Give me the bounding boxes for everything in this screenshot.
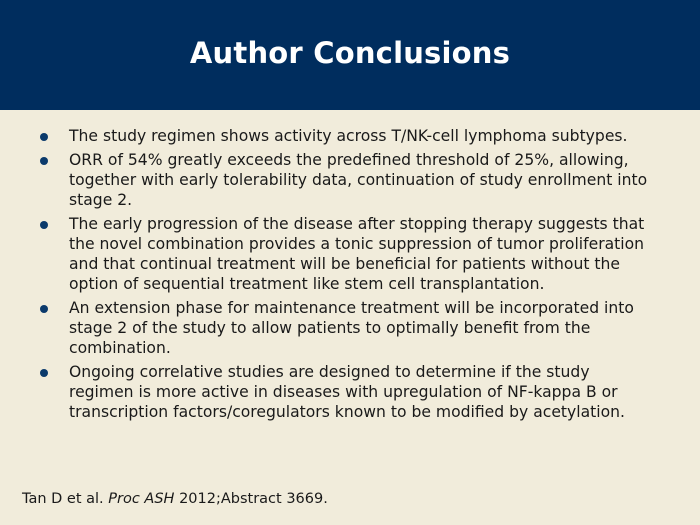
- bullet-item: [40, 214, 655, 294]
- citation-details: 2012;Abstract 3669.: [179, 491, 328, 507]
- citation: [22, 489, 328, 509]
- bullet-item: [40, 362, 655, 422]
- bullet-dot-icon: [40, 305, 48, 313]
- bullet-dot-icon: [40, 369, 48, 377]
- bullet-item: [40, 126, 655, 146]
- bullet-dot-icon: [40, 133, 48, 141]
- bullet-text: The early progression of the disease after stopping therapy suggests that the novel combination provides a tonic suppression of tumor proliferation and that continual treatment will be beneficial for patients without the option of sequential treatment like stem cell transplantation.: [69, 215, 645, 293]
- bullet-text: ORR of 54% greatly exceeds the predefined threshold of 25%, allowing, together with early tolerability data, continuation of study enrollment into stage 2.: [69, 151, 648, 209]
- bullet-item: [40, 150, 655, 210]
- bullet-dot-icon: [40, 221, 48, 229]
- bullet-dot-icon: [40, 157, 48, 165]
- slide-title: Author Conclusions: [189, 36, 511, 70]
- bullet-item: [40, 298, 655, 358]
- bullet-list: [40, 126, 655, 426]
- citation-journal: Proc ASH: [108, 491, 175, 507]
- bullet-text: An extension phase for maintenance treatment will be incorporated into stage 2 of the study to allow patients to optimally benefit from the combination.: [69, 299, 634, 357]
- bullet-text: The study regimen shows activity across T/NK-cell lymphoma subtypes.: [69, 127, 628, 145]
- citation-authors: Tan D et al.: [22, 491, 104, 507]
- bullet-text: Ongoing correlative studies are designed to determine if the study regimen is more active in diseases with upregulation of NF-kappa B or transcription factors/coregulators known to be modified by acetylation.: [69, 363, 625, 421]
- slide-header: [0, 0, 700, 110]
